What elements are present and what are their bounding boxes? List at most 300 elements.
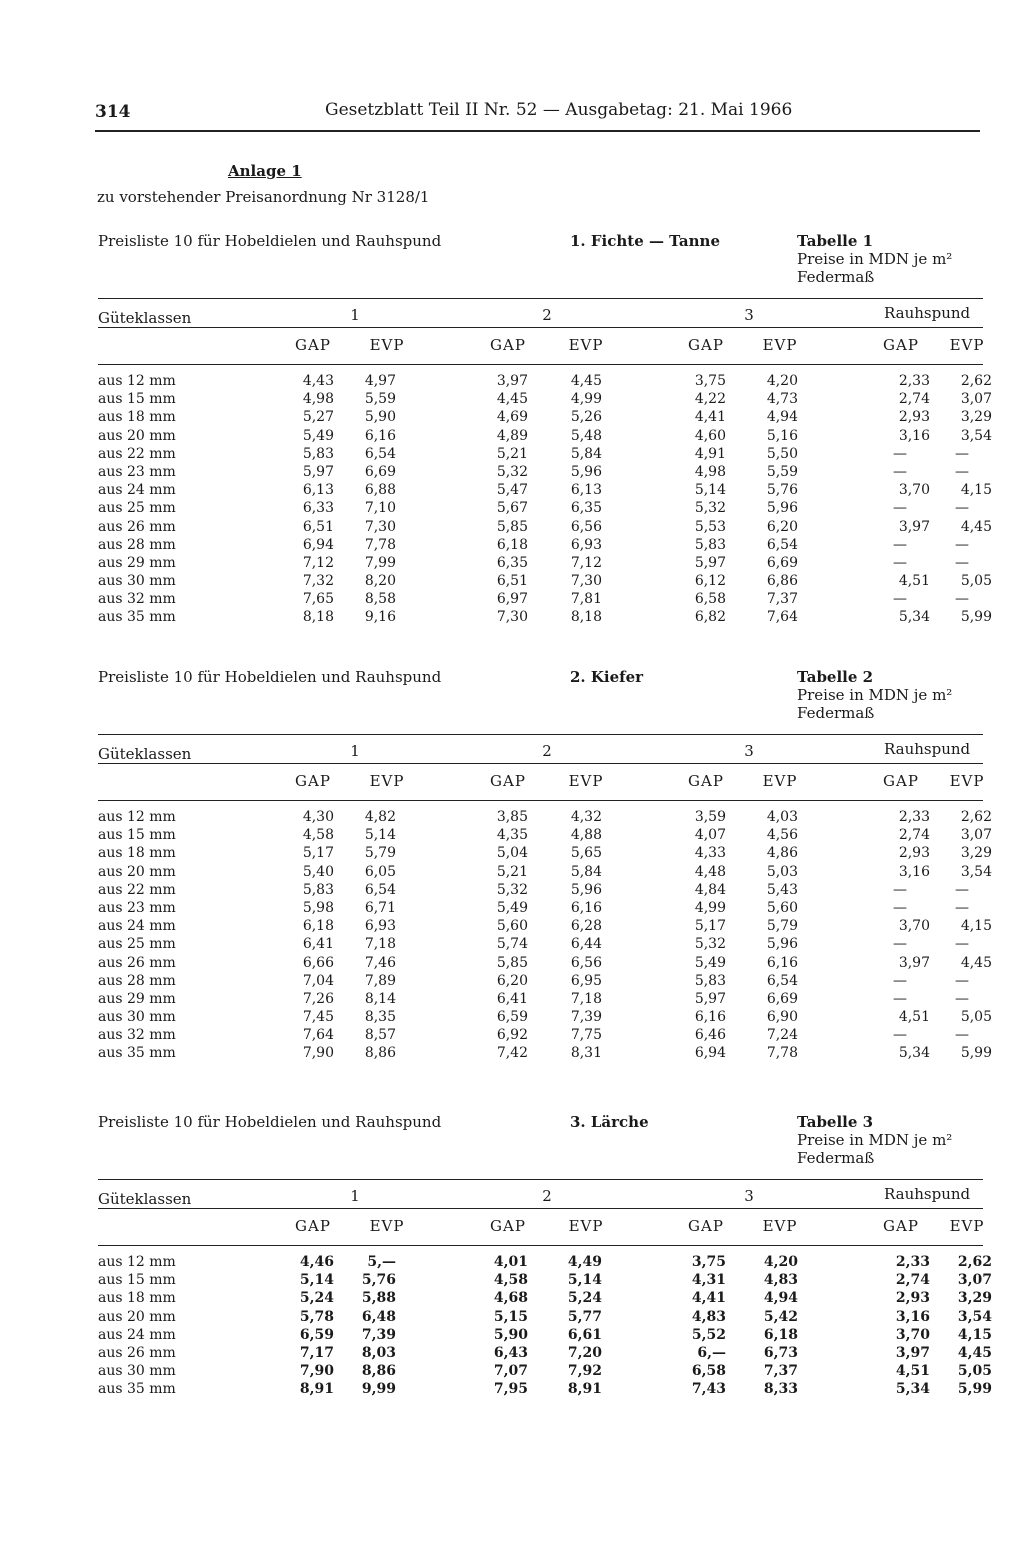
price-table-section — [0, 1113, 1024, 1463]
class-3-evp-value: 4,20 — [766, 373, 798, 389]
page-number: 314 — [95, 102, 131, 122]
table-rule-mid — [98, 327, 983, 328]
class-1-gap-value: 5,97 — [302, 463, 334, 480]
thickness-label: aus 18 mm — [98, 845, 176, 862]
class-3-evp-value: 5,76 — [766, 482, 798, 499]
class-3-evp-value: 5,16 — [766, 427, 798, 444]
gap-column-header: GAP — [295, 336, 331, 354]
evp-column-header: EVP — [762, 772, 798, 790]
class-1-evp-value: 8,58 — [364, 591, 396, 608]
rauhspund-evp-value: 5,05 — [960, 573, 992, 590]
class-1-evp-value: 7,78 — [364, 536, 396, 553]
class-3-evp-value: 6,54 — [766, 972, 798, 989]
table-rule-top — [98, 1179, 983, 1180]
class-1-evp-value: 8,86 — [361, 1363, 396, 1380]
class-3-evp-value: 4,83 — [763, 1272, 798, 1289]
class-1-evp-value: 8,14 — [364, 990, 396, 1007]
table-row — [96, 536, 992, 554]
pricelist-title: Preisliste 10 für Hobeldielen und Rauhspund — [98, 668, 442, 686]
rauhspund-gap-value: — — [893, 591, 907, 608]
gap-column-header: GAP — [688, 1217, 724, 1235]
rauhspund-evp-value: 2,62 — [960, 373, 992, 389]
table-row — [96, 808, 992, 826]
class-1-evp-value: 7,46 — [364, 954, 396, 971]
table-rule-header — [98, 1245, 983, 1246]
rauhspund-evp-value: 4,45 — [960, 954, 992, 971]
class-1-gap-value: 5,78 — [299, 1308, 334, 1325]
class-2-gap-value: 3,97 — [496, 373, 528, 389]
class-2-evp-value: 8,31 — [570, 1045, 602, 1062]
class-3-gap-value: 4,07 — [694, 827, 726, 844]
class-1-evp-value: 7,30 — [364, 518, 396, 535]
class-1-header: 1 — [350, 306, 360, 324]
class-1-gap-value: 7,64 — [302, 1027, 334, 1044]
class-2-evp-value: 4,45 — [570, 373, 602, 389]
table-description-line-1: Preise in MDN je m² — [797, 1131, 953, 1149]
grade-classes-label: Güteklassen — [98, 745, 192, 763]
class-3-gap-value: 4,91 — [694, 445, 726, 462]
class-2-evp-value: 4,99 — [570, 391, 602, 408]
wood-type: 3. Lärche — [570, 1113, 649, 1131]
class-2-evp-value: 6,13 — [570, 482, 602, 499]
class-3-evp-value: 4,73 — [766, 391, 798, 408]
class-2-evp-value: 7,92 — [567, 1363, 602, 1380]
class-3-evp-value: 6,90 — [766, 1009, 798, 1026]
rauhspund-gap-value: — — [893, 972, 907, 989]
class-2-evp-value: 5,26 — [570, 409, 602, 426]
table-description-line-1: Preise in MDN je m² — [797, 686, 953, 704]
class-2-evp-value: 7,39 — [570, 1009, 602, 1026]
rauhspund-evp-value: 2,62 — [960, 809, 992, 825]
evp-column-header: EVP — [949, 772, 985, 790]
table-rule-top — [98, 298, 983, 299]
class-2-gap-value: 6,97 — [496, 591, 528, 608]
thickness-label: aus 18 mm — [98, 409, 176, 426]
table-row — [96, 1289, 992, 1307]
thickness-label: aus 25 mm — [98, 500, 176, 517]
thickness-label: aus 15 mm — [98, 827, 176, 844]
evp-column-header: EVP — [762, 336, 798, 354]
rauhspund-gap-value: 3,16 — [895, 1308, 930, 1325]
table-row — [96, 608, 992, 626]
anlage-title: Anlage 1 — [228, 162, 302, 180]
class-1-evp-value: 6,93 — [364, 918, 396, 935]
table-description — [797, 250, 952, 286]
rauhspund-evp-value: — — [955, 500, 969, 517]
rauhspund-gap-value: 3,16 — [898, 427, 930, 444]
class-2-gap-value: 7,95 — [493, 1381, 528, 1398]
table-row — [96, 954, 992, 972]
class-3-gap-value: 4,84 — [694, 881, 726, 898]
table-row — [96, 1271, 992, 1289]
thickness-label: aus 20 mm — [98, 863, 176, 880]
rauhspund-evp-value: 3,29 — [957, 1290, 992, 1307]
class-3-gap-value: 5,32 — [694, 936, 726, 953]
class-1-evp-value: 9,99 — [361, 1381, 396, 1398]
class-2-gap-value: 5,21 — [496, 863, 528, 880]
evp-column-header: EVP — [369, 1217, 405, 1235]
class-1-evp-value: 4,82 — [364, 809, 396, 825]
class-1-evp-value: 5,14 — [364, 827, 396, 844]
rauhspund-evp-value: 4,15 — [957, 1326, 992, 1343]
class-3-gap-value: 4,31 — [691, 1272, 726, 1289]
class-1-gap-value: 6,66 — [302, 954, 334, 971]
class-2-gap-value: 4,68 — [493, 1290, 528, 1307]
class-2-gap-value: 5,32 — [496, 463, 528, 480]
class-2-gap-value: 5,21 — [496, 445, 528, 462]
class-3-gap-value: 5,49 — [694, 954, 726, 971]
class-2-evp-value: 6,16 — [570, 899, 602, 916]
table-row — [96, 990, 992, 1008]
rauhspund-gap-value: 2,74 — [898, 391, 930, 408]
rauhspund-gap-value: 2,74 — [895, 1272, 930, 1289]
class-1-gap-value: 4,58 — [302, 827, 334, 844]
table-row — [96, 1344, 992, 1362]
table-row — [96, 1008, 992, 1026]
class-1-evp-value: 8,57 — [364, 1027, 396, 1044]
class-2-evp-value: 7,20 — [567, 1344, 602, 1361]
class-1-evp-value: 5,88 — [361, 1290, 396, 1307]
header-title: Gesetzblatt Teil II Nr. 52 — Ausgabetag: 21. Mai 1966 — [325, 100, 793, 120]
class-1-gap-value: 6,33 — [302, 500, 334, 517]
table-number: Tabelle 2 — [797, 668, 874, 686]
class-3-gap-value: 4,48 — [694, 863, 726, 880]
class-3-evp-value: 7,24 — [766, 1027, 798, 1044]
rauhspund-gap-value: 2,93 — [895, 1290, 930, 1307]
table-number: Tabelle 1 — [797, 232, 874, 250]
thickness-label: aus 22 mm — [98, 445, 176, 462]
table-row — [96, 863, 992, 881]
class-2-evp-value: 7,75 — [570, 1027, 602, 1044]
class-2-gap-value: 4,01 — [493, 1254, 528, 1270]
class-2-gap-value: 7,42 — [496, 1045, 528, 1062]
class-2-header: 2 — [542, 306, 552, 324]
class-2-gap-value: 5,04 — [496, 845, 528, 862]
wood-type: 1. Fichte — Tanne — [570, 232, 720, 250]
thickness-label: aus 26 mm — [98, 954, 176, 971]
class-3-gap-value: 6,46 — [694, 1027, 726, 1044]
thickness-label: aus 20 mm — [98, 427, 176, 444]
class-1-gap-value: 7,90 — [299, 1363, 334, 1380]
gap-column-header: GAP — [295, 1217, 331, 1235]
class-2-evp-value: 5,65 — [570, 845, 602, 862]
table-row — [96, 499, 992, 517]
thickness-label: aus 26 mm — [98, 1344, 176, 1361]
rauhspund-gap-value: 2,93 — [898, 845, 930, 862]
thickness-label: aus 12 mm — [98, 1254, 176, 1270]
class-1-gap-value: 6,51 — [302, 518, 334, 535]
thickness-label: aus 15 mm — [98, 1272, 176, 1289]
class-3-gap-value: 6,82 — [694, 609, 726, 626]
class-3-evp-value: 4,56 — [766, 827, 798, 844]
rauhspund-gap-value: 4,51 — [895, 1363, 930, 1380]
table-description-line-1: Preise in MDN je m² — [797, 250, 953, 268]
class-3-gap-value: 7,43 — [691, 1381, 726, 1398]
rauhspund-gap-value: 5,34 — [898, 1045, 930, 1062]
class-1-gap-value: 4,46 — [299, 1254, 334, 1270]
class-1-evp-value: 7,10 — [364, 500, 396, 517]
class-3-evp-value: 6,73 — [763, 1344, 798, 1361]
table-row — [96, 408, 992, 426]
class-3-evp-value: 4,86 — [766, 845, 798, 862]
class-2-gap-value: 5,49 — [496, 899, 528, 916]
table-row — [96, 1326, 992, 1344]
rauhspund-evp-value: — — [955, 591, 969, 608]
class-2-gap-value: 6,41 — [496, 990, 528, 1007]
class-3-gap-value: 5,53 — [694, 518, 726, 535]
class-1-gap-value: 4,98 — [302, 391, 334, 408]
rauhspund-evp-value: — — [955, 1027, 969, 1044]
class-2-evp-value: 4,49 — [567, 1254, 602, 1270]
table-row — [96, 518, 992, 536]
class-3-gap-value: 4,83 — [691, 1308, 726, 1325]
class-2-evp-value: 4,32 — [570, 809, 602, 825]
table-row — [96, 481, 992, 499]
rauhspund-header: Rauhspund — [884, 1185, 971, 1203]
table-rows — [96, 808, 992, 1063]
thickness-label: aus 12 mm — [98, 809, 176, 825]
rauhspund-gap-value: 3,16 — [898, 863, 930, 880]
class-2-gap-value: 4,58 — [493, 1272, 528, 1289]
class-3-evp-value: 7,64 — [766, 609, 798, 626]
rauhspund-gap-value: 3,70 — [898, 918, 930, 935]
class-1-evp-value: 5,76 — [361, 1272, 396, 1289]
class-3-header: 3 — [744, 306, 754, 324]
class-3-gap-value: 6,12 — [694, 573, 726, 590]
class-3-evp-value: 6,16 — [766, 954, 798, 971]
class-1-evp-value: 6,54 — [364, 445, 396, 462]
class-1-gap-value: 5,83 — [302, 881, 334, 898]
class-1-gap-value: 7,04 — [302, 972, 334, 989]
class-1-evp-value: 7,39 — [361, 1326, 396, 1343]
class-3-evp-value: 4,03 — [766, 809, 798, 825]
gap-column-header: GAP — [295, 772, 331, 790]
table-row — [96, 935, 992, 953]
class-1-evp-value: 5,90 — [364, 409, 396, 426]
rauhspund-gap-value: — — [893, 500, 907, 517]
rauhspund-gap-value: — — [893, 899, 907, 916]
class-2-evp-value: 5,14 — [567, 1272, 602, 1289]
table-row — [96, 1308, 992, 1326]
class-3-gap-value: 6,58 — [691, 1363, 726, 1380]
class-2-gap-value: 5,60 — [496, 918, 528, 935]
gap-column-header: GAP — [688, 772, 724, 790]
rauhspund-gap-value: 3,97 — [898, 518, 930, 535]
class-2-gap-value: 4,35 — [496, 827, 528, 844]
rauhspund-evp-value: 3,07 — [957, 1272, 992, 1289]
table-number: Tabelle 3 — [797, 1113, 874, 1131]
class-2-evp-value: 8,91 — [567, 1381, 602, 1398]
class-1-gap-value: 7,90 — [302, 1045, 334, 1062]
class-2-evp-value: 5,24 — [567, 1290, 602, 1307]
class-1-evp-value: 6,69 — [364, 463, 396, 480]
class-2-gap-value: 7,07 — [493, 1363, 528, 1380]
class-2-evp-value: 7,81 — [570, 591, 602, 608]
rauhspund-evp-value: 5,99 — [960, 1045, 992, 1062]
class-1-gap-value: 5,24 — [299, 1290, 334, 1307]
class-2-evp-value: 7,12 — [570, 554, 602, 571]
class-2-evp-value: 5,96 — [570, 881, 602, 898]
class-1-gap-value: 6,94 — [302, 536, 334, 553]
class-1-evp-value: 5,79 — [364, 845, 396, 862]
class-1-gap-value: 5,17 — [302, 845, 334, 862]
class-3-evp-value: 4,94 — [763, 1290, 798, 1307]
class-3-gap-value: 5,14 — [694, 482, 726, 499]
class-2-evp-value: 6,44 — [570, 936, 602, 953]
thickness-label: aus 26 mm — [98, 518, 176, 535]
class-1-gap-value: 4,43 — [302, 373, 334, 389]
class-2-gap-value: 5,67 — [496, 500, 528, 517]
rauhspund-gap-value: — — [893, 554, 907, 571]
class-3-evp-value: 6,69 — [766, 554, 798, 571]
class-1-gap-value: 7,17 — [299, 1344, 334, 1361]
class-2-evp-value: 8,18 — [570, 609, 602, 626]
class-2-evp-value: 5,48 — [570, 427, 602, 444]
rauhspund-gap-value: 2,33 — [898, 373, 930, 389]
class-3-header: 3 — [744, 1187, 754, 1205]
class-2-evp-value: 6,93 — [570, 536, 602, 553]
thickness-label: aus 29 mm — [98, 990, 176, 1007]
table-rows — [96, 1253, 992, 1399]
rauhspund-evp-value: 4,45 — [957, 1344, 992, 1361]
class-3-gap-value: 6,94 — [694, 1045, 726, 1062]
class-2-gap-value: 5,90 — [493, 1326, 528, 1343]
rauhspund-evp-value: — — [955, 899, 969, 916]
table-rule-header — [98, 800, 983, 801]
table-row — [96, 554, 992, 572]
class-3-evp-value: 8,33 — [763, 1381, 798, 1398]
class-2-evp-value: 5,84 — [570, 863, 602, 880]
rauhspund-gap-value: — — [893, 445, 907, 462]
thickness-label: aus 24 mm — [98, 1326, 176, 1343]
class-1-gap-value: 5,83 — [302, 445, 334, 462]
class-3-evp-value: 5,96 — [766, 500, 798, 517]
rauhspund-gap-value: 5,34 — [895, 1381, 930, 1398]
class-2-gap-value: 5,32 — [496, 881, 528, 898]
class-3-gap-value: 4,60 — [694, 427, 726, 444]
table-row — [96, 1362, 992, 1380]
table-row — [96, 899, 992, 917]
table-row — [96, 1026, 992, 1044]
pricelist-title: Preisliste 10 für Hobeldielen und Rauhspund — [98, 1113, 442, 1131]
class-3-gap-value: 3,59 — [694, 809, 726, 825]
class-3-evp-value: 5,59 — [766, 463, 798, 480]
table-row — [96, 881, 992, 899]
evp-column-header: EVP — [568, 772, 604, 790]
class-2-gap-value: 3,85 — [496, 809, 528, 825]
rauhspund-evp-value: 3,29 — [960, 845, 992, 862]
grade-classes-label: Güteklassen — [98, 1190, 192, 1208]
class-1-gap-value: 5,14 — [299, 1272, 334, 1289]
evp-column-header: EVP — [568, 336, 604, 354]
page-header — [95, 100, 980, 132]
class-1-gap-value: 5,98 — [302, 899, 334, 916]
class-3-evp-value: 5,96 — [766, 936, 798, 953]
rauhspund-header: Rauhspund — [884, 740, 971, 758]
class-2-gap-value: 6,18 — [496, 536, 528, 553]
rauhspund-evp-value: 5,05 — [957, 1363, 992, 1380]
gap-column-header: GAP — [688, 336, 724, 354]
price-table-section — [0, 232, 1024, 626]
rauhspund-gap-value: 5,34 — [898, 609, 930, 626]
thickness-label: aus 28 mm — [98, 972, 176, 989]
gap-column-header: GAP — [490, 772, 526, 790]
class-1-gap-value: 7,12 — [302, 554, 334, 571]
rauhspund-evp-value: — — [955, 990, 969, 1007]
class-3-gap-value: 5,83 — [694, 972, 726, 989]
class-2-gap-value: 6,92 — [496, 1027, 528, 1044]
class-2-gap-value: 4,45 — [496, 391, 528, 408]
class-1-evp-value: 6,71 — [364, 899, 396, 916]
class-3-evp-value: 7,78 — [766, 1045, 798, 1062]
rauhspund-gap-value: 2,93 — [898, 409, 930, 426]
class-2-gap-value: 6,59 — [496, 1009, 528, 1026]
class-3-gap-value: 6,58 — [694, 591, 726, 608]
class-3-evp-value: 6,86 — [766, 573, 798, 590]
rauhspund-evp-value: 4,15 — [960, 482, 992, 499]
rauhspund-gap-value: — — [893, 990, 907, 1007]
table-row — [96, 372, 992, 390]
thickness-label: aus 32 mm — [98, 591, 176, 608]
class-1-evp-value: 6,16 — [364, 427, 396, 444]
class-3-evp-value: 7,37 — [763, 1363, 798, 1380]
rauhspund-evp-value: 3,29 — [960, 409, 992, 426]
class-1-gap-value: 7,32 — [302, 573, 334, 590]
class-1-evp-value: 6,48 — [361, 1308, 396, 1325]
class-2-evp-value: 6,35 — [570, 500, 602, 517]
rauhspund-evp-value: — — [955, 972, 969, 989]
wood-type: 2. Kiefer — [570, 668, 644, 686]
class-2-gap-value: 6,51 — [496, 573, 528, 590]
class-2-evp-value: 6,95 — [570, 972, 602, 989]
class-1-gap-value: 6,41 — [302, 936, 334, 953]
rauhspund-evp-value: — — [955, 554, 969, 571]
class-1-evp-value: 9,16 — [364, 609, 396, 626]
class-1-evp-value: 7,18 — [364, 936, 396, 953]
rauhspund-evp-value: 5,99 — [960, 609, 992, 626]
class-1-evp-value: 5,— — [367, 1254, 396, 1270]
rauhspund-evp-value: — — [955, 936, 969, 953]
price-table-section — [0, 668, 1024, 1062]
rauhspund-evp-value: 4,15 — [960, 918, 992, 935]
class-1-evp-value: 4,97 — [364, 373, 396, 389]
thickness-label: aus 30 mm — [98, 1009, 176, 1026]
class-2-evp-value: 6,28 — [570, 918, 602, 935]
class-2-gap-value: 5,15 — [493, 1308, 528, 1325]
rauhspund-gap-value: 3,97 — [898, 954, 930, 971]
rauhspund-evp-value: — — [955, 463, 969, 480]
class-2-gap-value: 4,89 — [496, 427, 528, 444]
anlage-subtitle: zu vorstehender Preisanordnung Nr 3128/1 — [97, 188, 430, 206]
evp-column-header: EVP — [369, 772, 405, 790]
rauhspund-gap-value: — — [893, 936, 907, 953]
class-3-gap-value: 5,17 — [694, 918, 726, 935]
class-3-gap-value: 4,41 — [691, 1290, 726, 1307]
table-row — [96, 590, 992, 608]
rauhspund-gap-value: 4,51 — [898, 573, 930, 590]
class-1-evp-value: 8,86 — [364, 1045, 396, 1062]
table-row — [96, 1380, 992, 1398]
rauhspund-gap-value: 2,33 — [898, 809, 930, 825]
evp-column-header: EVP — [949, 336, 985, 354]
class-3-evp-value: 5,50 — [766, 445, 798, 462]
class-1-gap-value: 6,13 — [302, 482, 334, 499]
table-description — [797, 686, 952, 722]
class-1-header: 1 — [350, 742, 360, 760]
thickness-label: aus 30 mm — [98, 573, 176, 590]
class-2-evp-value: 5,77 — [567, 1308, 602, 1325]
thickness-label: aus 29 mm — [98, 554, 176, 571]
